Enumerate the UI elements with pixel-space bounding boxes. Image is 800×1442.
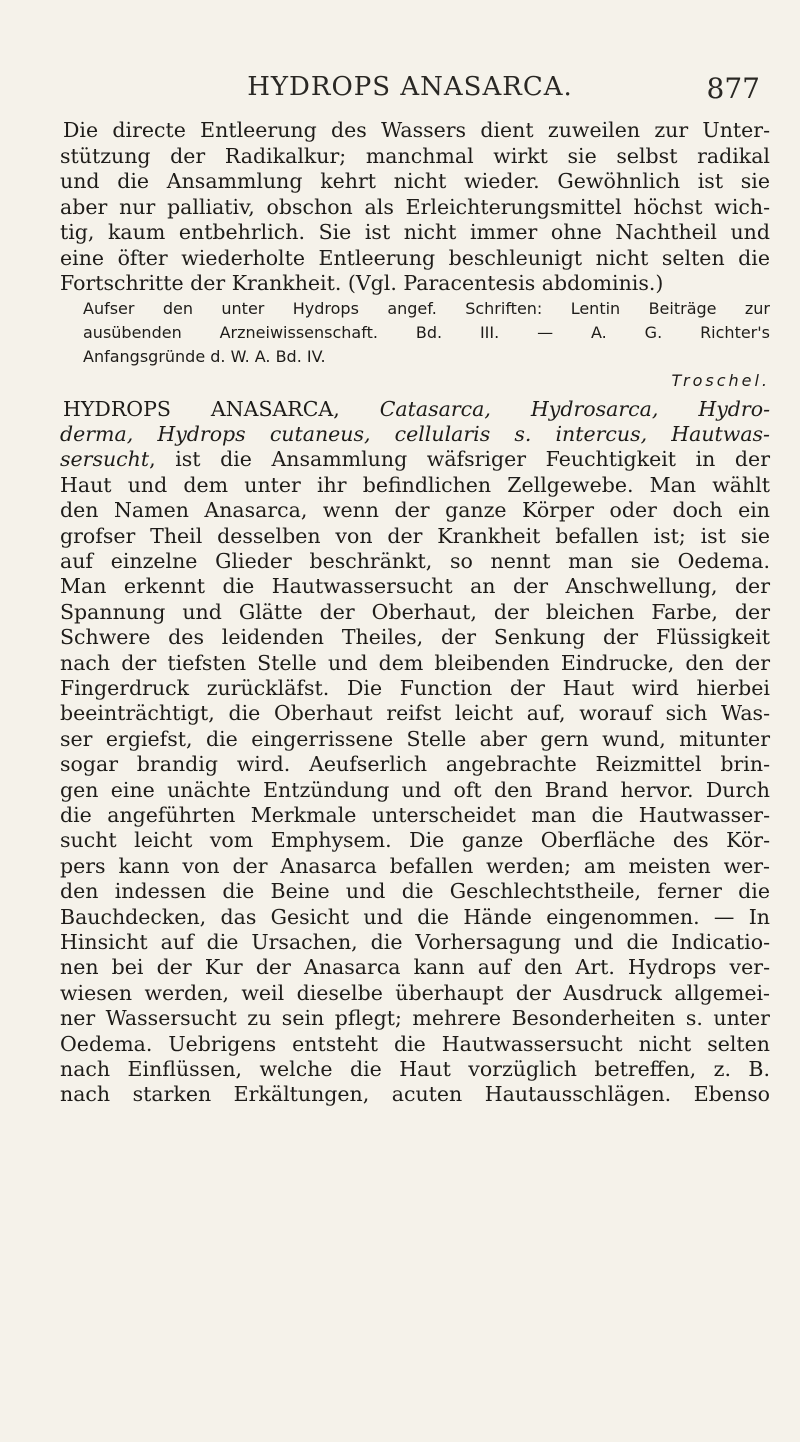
text-line: stützung der Radikalkur; manchmal wirkt sie selbst radikal [60,143,770,168]
entry-hydrops-anasarca [60,397,770,1108]
text-line: ser ergiefst, die eingerrissene Stelle aber gern wund, mitunter [60,726,770,751]
page-number: 877 [706,72,760,105]
entry-synonyms: Catasarca, Hydrosarca, Hydro- [379,396,770,421]
entry-synonyms-line: derma, Hydrops cutaneus, cellularis s. intercus, Hautwas- [60,421,770,446]
text-line: Oedema. Uebrigens entsteht die Hautwassersucht nicht selten [60,1031,770,1056]
running-title: HYDROPS ANASARCA. [247,72,573,102]
text-line: Fortschritte der Krankheit. (Vgl. Paracentesis abdominis.) [60,271,664,295]
text-line: und die Ansammlung kehrt nicht wieder. Gewöhnlich ist sie [60,169,770,193]
text-line: Schwere des leidenden Theiles, der Senkung der Flüssigkeit [60,625,770,650]
text-line: nach Einflüssen, welche die Haut vorzüglich betreffen, z. B. [60,1057,770,1082]
text-line: aber nur palliativ, obschon als Erleichterungsmittel höchst wich- [60,194,770,219]
text-line: nen bei der Kur der Anasarca kann auf den Art. Hydrops ver- [60,955,770,980]
author-signature: Troschel. [671,370,770,390]
text-line: Haut und dem unter ihr befindlichen Zellgewebe. Man wählt [60,472,770,497]
page-header [60,72,760,112]
text-line [60,447,770,472]
entry-headword: HYDROPS ANASARCA, [63,396,340,421]
text-line: ner Wassersucht zu sein pflegt; mehrere Besonderheiten s. unter [60,1006,770,1031]
text-line: pers kann von der Anasarca befallen werden; am meisten wer- [60,853,770,878]
text-line: gen eine unächte Entzündung und oft den Brand hervor. Durch [60,777,770,802]
text-line: Fingerdruck zurückläfst. Die Function der Haut wird hierbei [60,675,770,700]
text-line: auf einzelne Glieder beschränkt, so nennt man sie Oedema. [60,548,770,573]
literature-note [60,297,770,393]
text-line: wiesen werden, weil dieselbe überhaupt der Ausdruck allgemei- [60,980,770,1005]
text-line: den Namen Anasarca, wenn der ganze Körper oder doch ein [60,498,770,523]
text-line: die angeführten Merkmale unterscheidet man die Hautwasser- [60,803,770,827]
paragraph-directe-entleerung [60,118,770,297]
text-line: Bauchdecken, das Gesicht und die Hände eingenommen. — In [60,904,770,929]
text-line: sogar brandig wird. Aeufserlich angebrachte Reizmittel brin- [60,752,770,777]
literature-line: Anfangsgründe d. W. A. Bd. IV. [83,346,326,366]
text-line: nach der tiefsten Stelle und dem bleibenden Eindrucke, den der [60,650,770,675]
text-line: den indessen die Beine und die Geschlechtstheile, ferner die [60,879,770,904]
text-line: Hinsicht auf die Ursachen, die Vorhersagung und die Indicatio- [60,930,770,955]
text-line: Man erkennt die Hautwassersucht an der Anschwellung, der [60,574,770,599]
text-line: grofser Theil desselben von der Krankheit befallen ist; ist sie [60,523,770,548]
entry-first-line [60,397,770,422]
body-text [60,118,770,1108]
literature-line: ausübenden Arzneiwissenschaft. Bd. III. — A. G. Richter's [83,322,770,342]
text-line: tig, kaum entbehrlich. Sie ist nicht immer ohne Nachtheil und [60,220,770,244]
text-line: eine öfter wiederholte Entleerung beschleunigt nicht selten die [60,245,770,270]
entry-definition-start: , ist die Ansammlung wäfsriger Feuchtigkeit in der [149,447,770,472]
text-line: Spannung und Glätte der Oberhaut, der bleichen Farbe, der [60,599,770,624]
text-line: beeinträchtigt, die Oberhaut reifst leicht auf, worauf sich Was- [60,701,770,726]
literature-line: Aufser den unter Hydrops angef. Schriften: Lentin Beiträge zur [83,298,770,318]
text-line: Die directe Entleerung des Wassers dient zuweilen zur Unter- [63,118,770,142]
entry-german-term: sersucht [60,447,150,472]
text-line: sucht leicht vom Emphysem. Die ganze Oberfläche des Kör- [60,828,770,853]
text-line: nach starken Erkältungen, acuten Hautausschlägen. Ebenso [60,1082,770,1107]
